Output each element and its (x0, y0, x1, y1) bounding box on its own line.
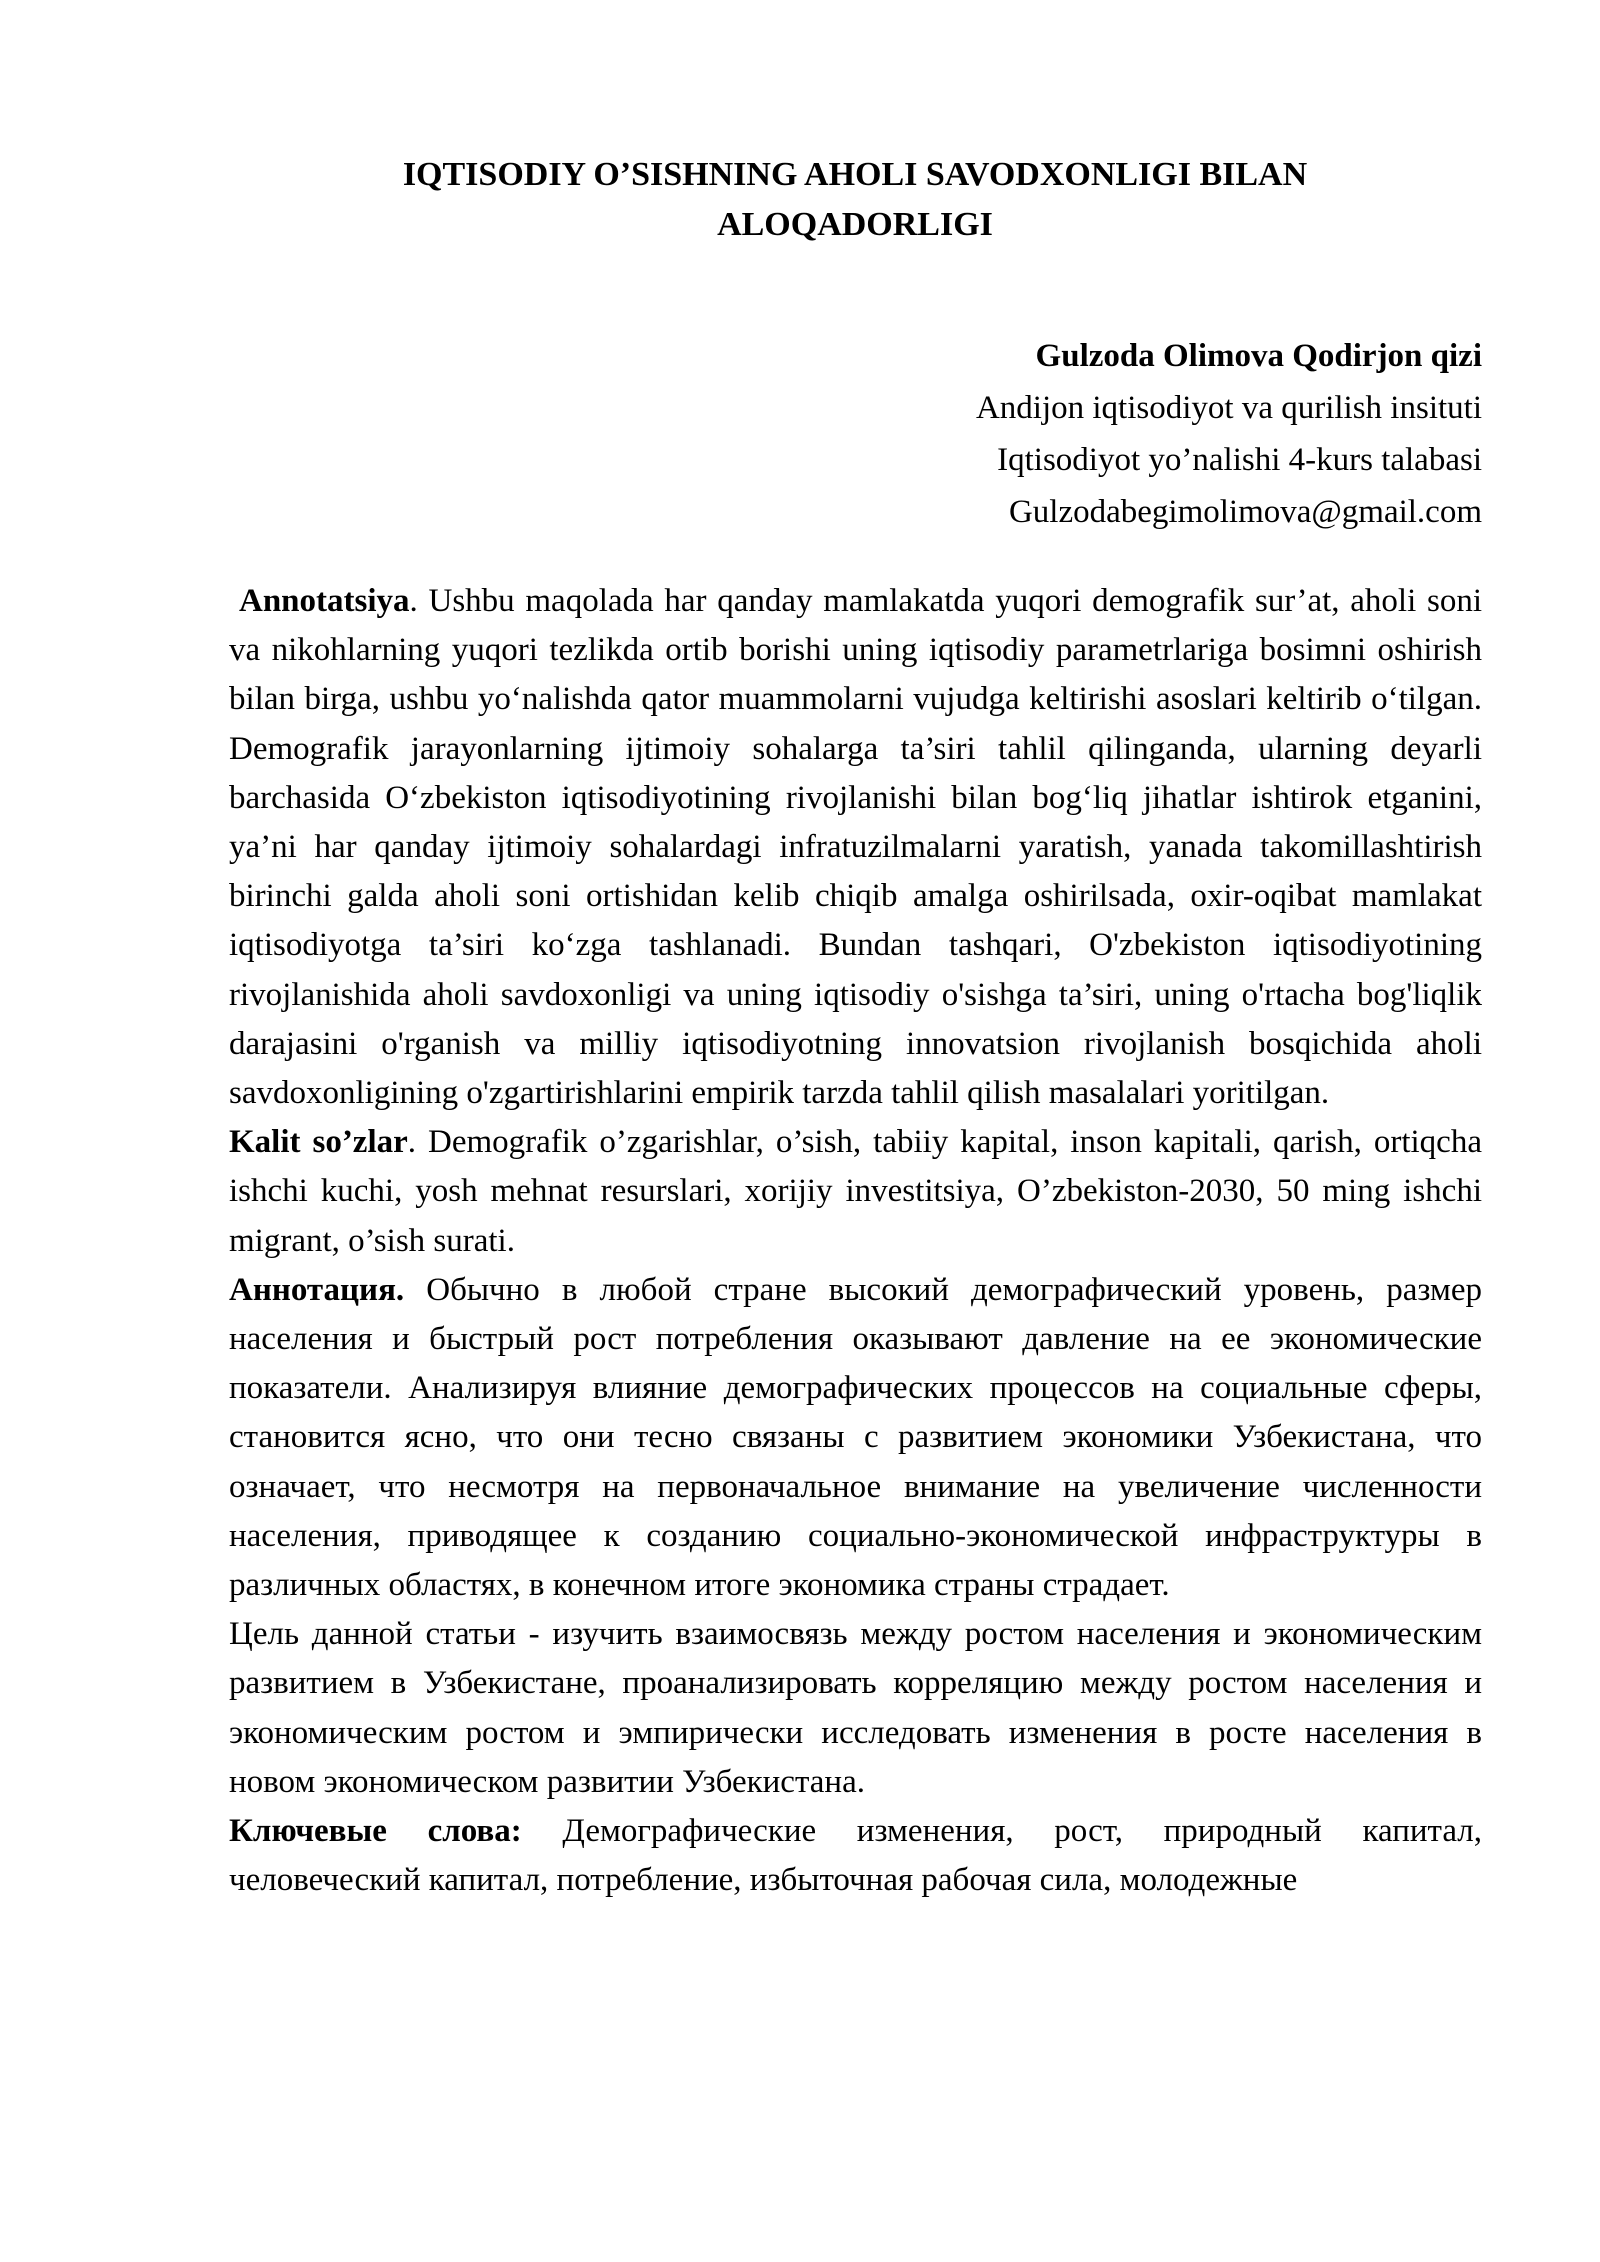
paper-title (330, 150, 1380, 250)
author-name: Gulzoda Olimova Qodirjon qizi (1035, 338, 1482, 374)
author-block (582, 330, 1482, 538)
author-institution: Andijon iqtisodiyot va qurilish insituti (975, 390, 1482, 426)
author-email: Gulzodabegimolimova@gmail.com (1008, 494, 1482, 530)
keywords-ru-text: Демографические изменения, рост, природный капитал, человеческий капитал, потребление, избыточная рабочая сила, молодежные (229, 1813, 1483, 1899)
annotation-ru-text: Обычно в любой стране высокий демографический уровень, размер населения и быстрый рост потребления оказывают давление на ее экономические показатели. Анализируя влияние демографических процессов на социальные сферы, становится ясно, что они тесно связаны с развитием экономики Узбекистана, что означает, что несмотря на первоначальное внимание на увеличение численности населения, приводящее к созданию социально-экономической инфраструктуры в различных областях, в конечном итоге экономика страны страдает. (229, 1271, 1482, 1604)
keywords-uz-label: Kalit so’zlar (229, 1124, 408, 1161)
annotation-uz-paragraph (229, 577, 1482, 1118)
annotation-ru-label: Аннотация. (229, 1271, 405, 1308)
annotation-uz-label: Annotatsiya (239, 583, 410, 619)
purpose-ru-paragraph: Цель данной статьи - изучить взаимосвязь между ростом населения и экономическим развитием в Узбекистане, проанализировать корреляцию между ростом населения и экономическим ростом и эмпирически исследовать изменения в росте населения в новом экономическом развитии Узбекистана. (229, 1616, 1482, 1800)
annotation-ru-paragraph (229, 1266, 1482, 1610)
title-line-2: ALOQADORLIGI (717, 206, 993, 243)
author-program: Iqtisodiyot yo’nalishi 4-kurs talabasi (997, 442, 1482, 478)
keywords-uz-paragraph (229, 1118, 1482, 1266)
keywords-ru-paragraph (229, 1807, 1482, 1905)
title-line-1: IQTISODIY O’SISHNING AHOLI SAVODXONLIGI BILAN (402, 156, 1308, 193)
keywords-uz-text: . Demografik o’zgarishlar, o’sish, tabiiy kapital, inson kapitali, qarish, ortiqcha ishchi kuchi, yosh mehnat resurslari, xorijiy investitsiya, O’zbekiston-2030, 50 ming ishchi migrant, o’sish surati. (229, 1124, 1482, 1259)
keywords-ru-label: Ключевые слова: (229, 1813, 522, 1850)
annotation-uz-text: . Ushbu maqolada har qanday mamlakatda yuqori demografik sur’at, aholi soni va nikohlarning yuqori tezlikda ortib borishi uning iqtisodiy parametrlariga bosimni oshirish bilan birga, ushbu yo‘nalishda qator muammolarni vujudga keltirishi asoslari keltirib o‘tilgan. Demografik jarayonlarning ijtimoiy sohalarga ta’siri tahlil qilinganda, ularning deyarli barchasida O‘zbekiston iqtisodiyotining rivojlanishi bilan bog‘liq jihatlar ishtirok etganini, ya’ni har qanday ijtimoiy sohalardagi infratuzilmalarni yaratish, yanada takomillashtirish birinchi galda aholi soni ortishidan kelib chiqib amalga oshirilsada, oxir-oqibat mamlakat iqtisodiyotga ta’siri ko‘zga tashlanadi. Bundan tashqari, O'zbekiston iqtisodiyotining rivojlanishida aholi savdoxonligi va uning iqtisodiy o'sishga ta’siri, uning o'rtacha bog'liqlik darajasini o'rganish va milliy iqtisodiyotning innovatsion rivojlanish bosqichida aholi savdoxonligining o'zgartirishlarini empirik tarzda tahlil qilish masalalari yoritilgan. (229, 583, 1482, 1112)
paper-body (229, 577, 1482, 1905)
